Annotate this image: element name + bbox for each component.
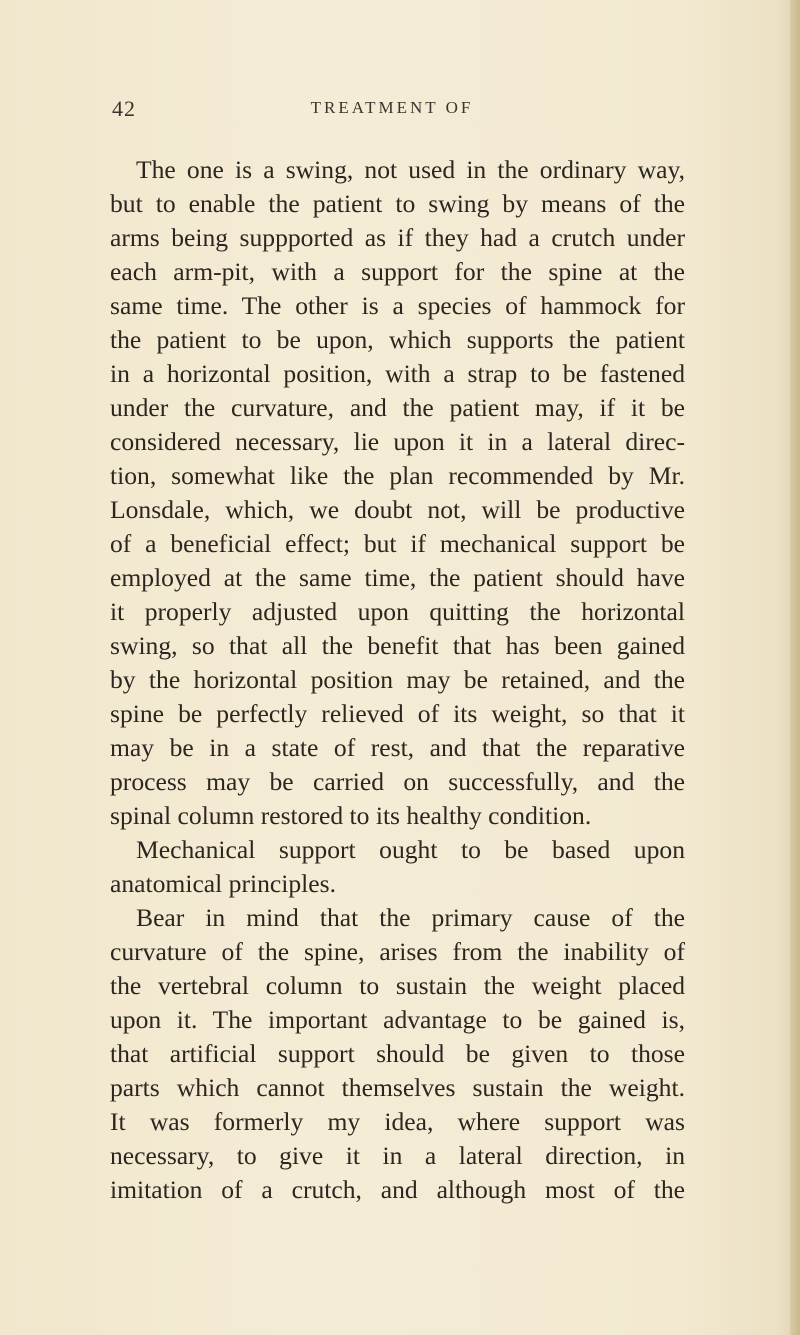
text-line: arms being suppported as if they had a crutch under <box>110 223 685 252</box>
text-line: it properly adjusted upon quitting the horizontal <box>110 597 685 626</box>
text-line: necessary, to give it in a lateral direction, in <box>110 1141 685 1170</box>
text-line: under the curvature, and the patient may, if it be <box>110 393 685 422</box>
text-line: same time. The other is a species of hammock for <box>110 291 685 320</box>
text-line: upon it. The important advantage to be gained is, <box>110 1005 685 1034</box>
text-line: The one is a swing, not used in the ordinary way, <box>136 155 685 184</box>
text-line: parts which cannot themselves sustain the weight. <box>110 1073 685 1102</box>
page-header <box>112 96 672 126</box>
text-line: of a beneficial effect; but if mechanical support be <box>110 529 685 558</box>
text-line: spinal column restored to its healthy condition. <box>110 801 592 830</box>
text-line: in a horizontal position, with a strap to be fastened <box>110 359 685 388</box>
text-line: Bear in mind that the primary cause of the <box>136 903 685 932</box>
text-line: employed at the same time, the patient should have <box>110 563 685 592</box>
text-line: anatomical principles. <box>110 869 336 898</box>
running-title: TREATMENT OF <box>310 98 474 117</box>
text-line: considered necessary, lie upon it in a lateral direc- <box>110 427 685 456</box>
text-line: Lonsdale, which, we doubt not, will be productive <box>110 495 685 524</box>
text-line: may be in a state of rest, and that the reparative <box>110 733 685 762</box>
text-line: curvature of the spine, arises from the inability of <box>110 937 685 966</box>
text-line: swing, so that all the benefit that has been gained <box>110 631 685 660</box>
text-line: the patient to be upon, which supports the patient <box>110 325 685 354</box>
body-text <box>110 153 685 1207</box>
text-line: Mechanical support ought to be based upon <box>136 835 685 864</box>
text-line: tion, somewhat like the plan recommended by Mr. <box>110 461 685 490</box>
page-edge <box>790 0 800 1335</box>
text-line: each arm-pit, with a support for the spine at the <box>110 257 685 286</box>
text-line: by the horizontal position may be retained, and the <box>110 665 685 694</box>
page-number: 42 <box>112 96 136 121</box>
text-line: imitation of a crutch, and although most of the <box>110 1175 685 1204</box>
text-line: It was formerly my idea, where support was <box>110 1107 685 1136</box>
text-line: but to enable the patient to swing by means of the <box>110 189 685 218</box>
text-line: spine be perfectly relieved of its weight, so that it <box>110 699 685 728</box>
text-line: the vertebral column to sustain the weight placed <box>110 971 685 1000</box>
text-line: process may be carried on successfully, and the <box>110 767 685 796</box>
text-line: that artificial support should be given to those <box>110 1039 685 1068</box>
